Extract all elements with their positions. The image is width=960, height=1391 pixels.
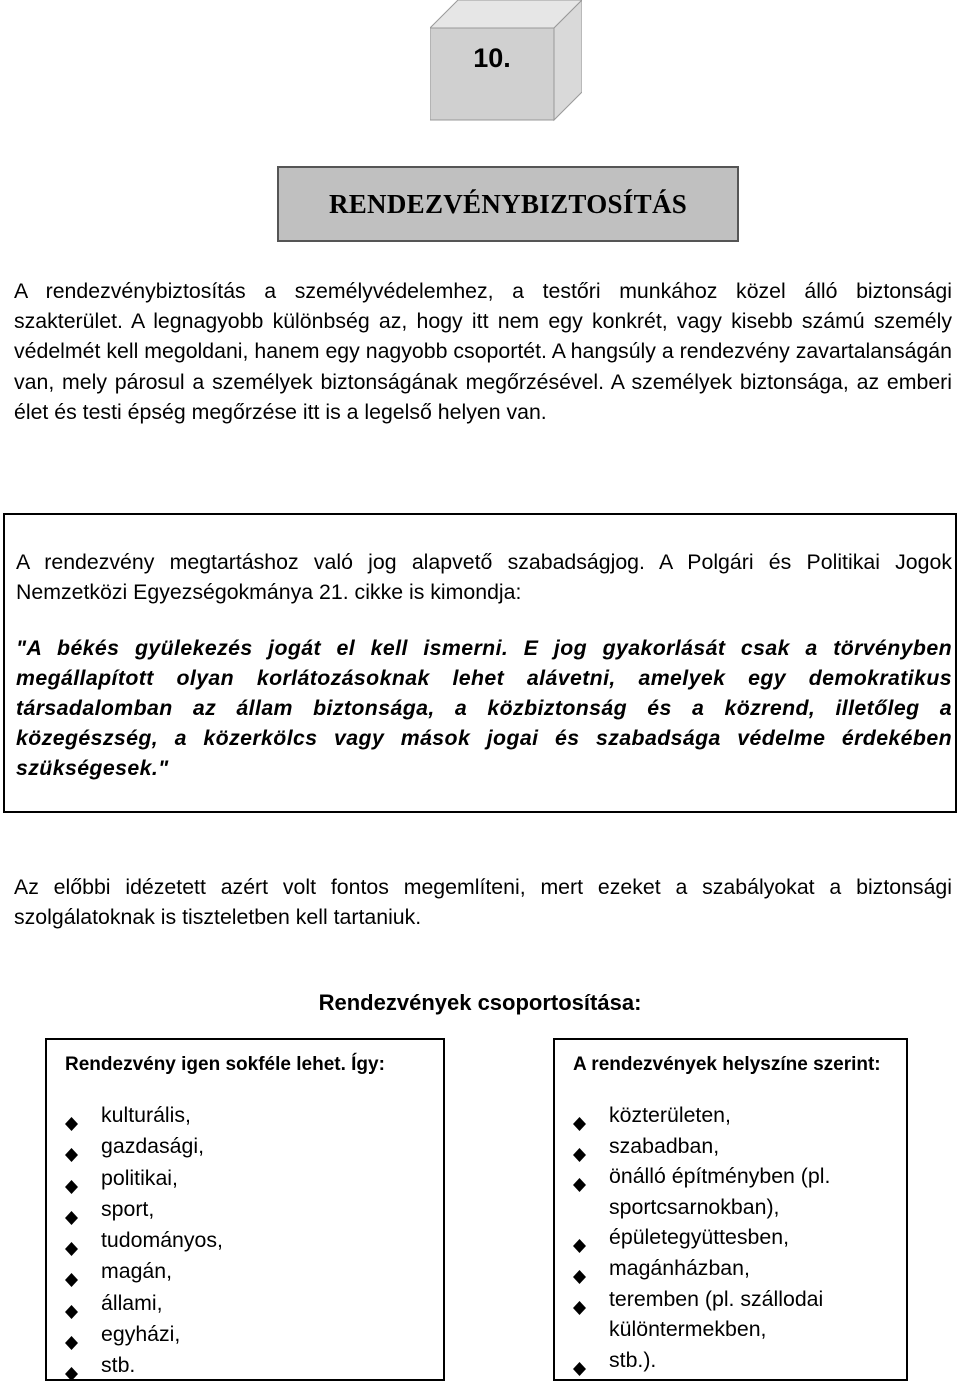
- diamond-bullet-icon: [573, 1231, 586, 1245]
- list-item: sport,: [61, 1194, 223, 1225]
- list-item: szabadban,: [569, 1131, 894, 1162]
- chapter-number: 10.: [473, 42, 511, 73]
- diamond-bullet-icon: [65, 1109, 78, 1123]
- left-list: [61, 1100, 223, 1382]
- intro-paragraph: A rendezvénybiztosítás a személyvédelemhez, a testőri munkához közel álló biztonsági szakterület. A legnagyobb különbség az, hogy itt nem egy konkrét, vagy kisebb számú személy védelmét kell megoldani, hanem egy nagyobb csoportét. A hangsúly a rendezvény zavartalanságán van, mely párosul a személyek biztonságának megőrzésével. A személyek biztonsága, az emberi élet és testi épség megőrzése itt is a legelső helyen van.: [14, 279, 952, 424]
- diamond-bullet-icon: [65, 1359, 78, 1373]
- page-title: RENDEZVÉNYBIZTOSÍTÁS: [328, 188, 688, 219]
- diamond-bullet-icon: [65, 1172, 78, 1186]
- list-item: magán,: [61, 1256, 223, 1287]
- list-item: teremben (pl. szállodai különtermekben,: [569, 1284, 894, 1345]
- list-item: önálló építményben (pl. sportcsarnokban),: [569, 1161, 894, 1222]
- right-list-heading: A rendezvények helyszíne szerint:: [573, 1054, 881, 1075]
- list-item: tudományos,: [61, 1225, 223, 1256]
- diamond-bullet-icon: [573, 1109, 586, 1123]
- list-item: épületegyüttesben,: [569, 1222, 894, 1253]
- right-list-box: [553, 1038, 908, 1381]
- diamond-bullet-icon: [573, 1140, 586, 1154]
- list-item: közterületen,: [569, 1100, 894, 1131]
- diamond-bullet-icon: [65, 1265, 78, 1279]
- diamond-bullet-icon: [573, 1170, 586, 1184]
- diamond-bullet-icon: [573, 1354, 586, 1368]
- diamond-bullet-icon: [65, 1203, 78, 1217]
- diamond-bullet-icon: [573, 1293, 586, 1307]
- diamond-bullet-icon: [573, 1262, 586, 1276]
- diamond-bullet-icon: [65, 1328, 78, 1342]
- diamond-bullet-icon: [65, 1234, 78, 1248]
- list-item: kulturális,: [61, 1100, 223, 1131]
- quote-intro: A rendezvény megtartáshoz való jog alapvető szabadságjog. A Polgári és Politikai Jogok Nemzetközi Egyezségokmánya 21. cikke is kimondja:: [16, 550, 952, 605]
- list-item: magánházban,: [569, 1253, 894, 1284]
- diamond-bullet-icon: [65, 1297, 78, 1311]
- right-list: [569, 1100, 894, 1375]
- list-item: stb.: [61, 1350, 223, 1381]
- quote-box: [3, 513, 957, 813]
- list-item: állami,: [61, 1288, 223, 1319]
- list-item: egyházi,: [61, 1319, 223, 1350]
- after-paragraph: Az előbbi idézetett azért volt fontos megemlíteni, mert ezeket a szabályokat a biztonsági szolgálatoknak is tiszteletben kell tartaniuk.: [14, 875, 952, 930]
- grouping-heading: Rendezvények csoportosítása:: [318, 990, 642, 1015]
- left-list-box: [45, 1038, 445, 1381]
- list-item: politikai,: [61, 1163, 223, 1194]
- page-title-box: [277, 166, 739, 242]
- list-item: gazdasági,: [61, 1131, 223, 1162]
- diamond-bullet-icon: [65, 1140, 78, 1154]
- quote-text: "A békés gyülekezés jogát el kell ismerni. E jog gyakorlását csak a törvényben megállapított olyan korlátozásoknak lehet alávetni, amelyek egy demokratikus társadalomban az állam biztonsága, a közbiztonság és a közrend, illetőleg a közegészség, a közerkölcs vagy mások jogai és szabadsága védelme érdekében szükségesek.": [16, 636, 952, 780]
- left-list-heading: Rendezvény igen sokféle lehet. Így:: [65, 1054, 385, 1075]
- list-item: stb.).: [569, 1345, 894, 1376]
